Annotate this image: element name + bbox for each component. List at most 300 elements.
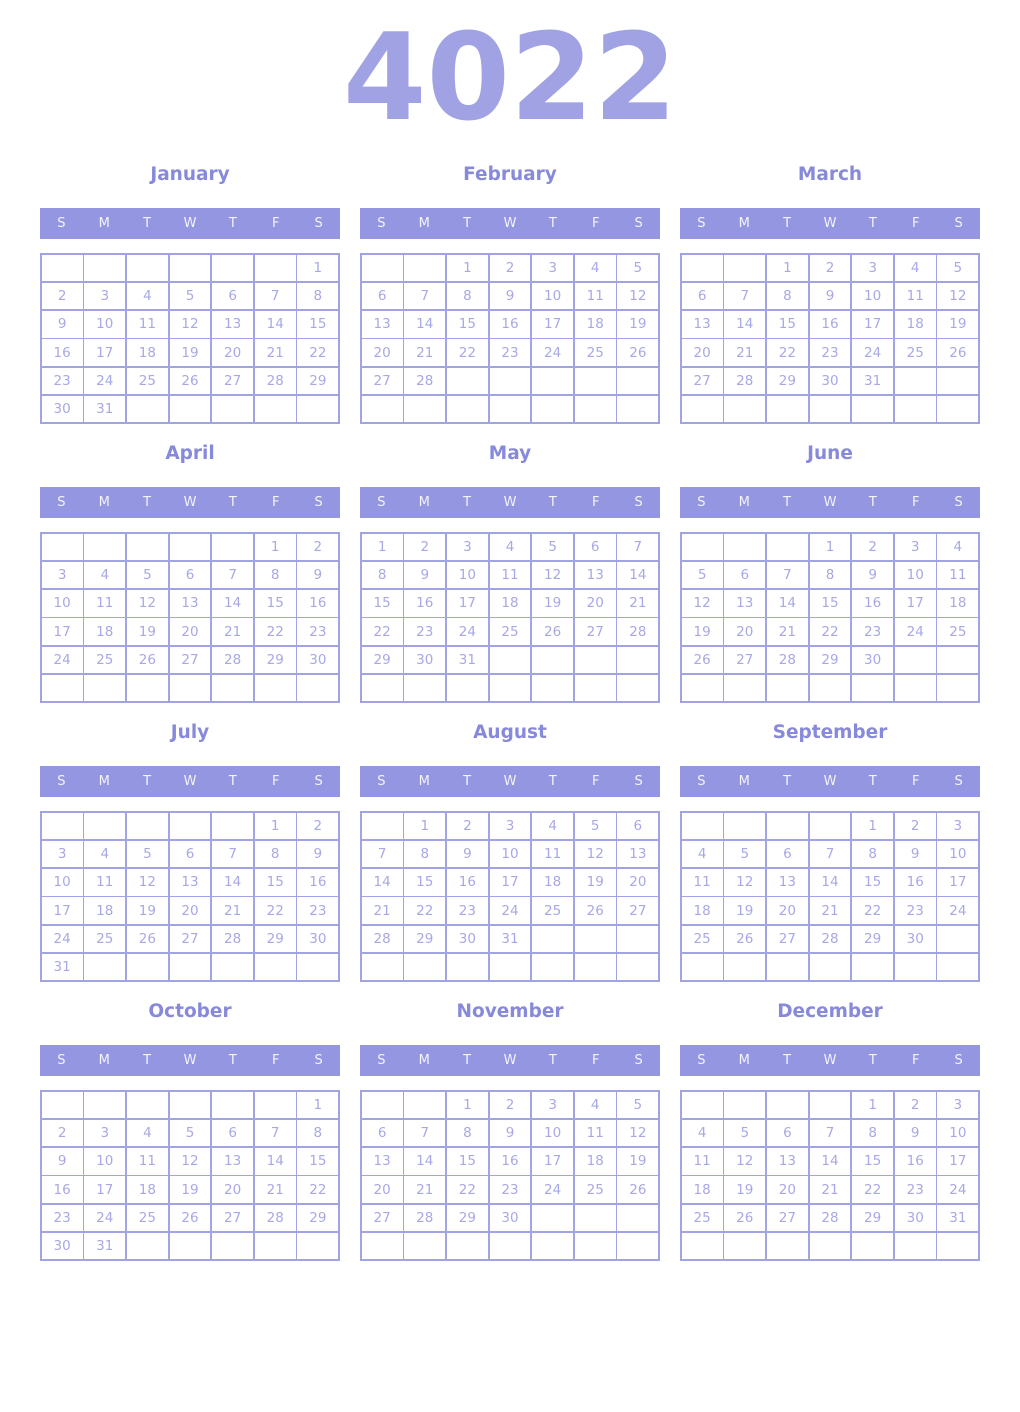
day-cell: 27 — [362, 368, 403, 395]
day-cell: 4 — [937, 534, 978, 561]
day-cell-empty — [724, 675, 765, 702]
weekday-label: W — [823, 1053, 837, 1068]
day-cell: 6 — [724, 562, 765, 589]
day-cell: 25 — [490, 618, 531, 645]
day-cell-empty — [575, 1205, 616, 1232]
day-cell-empty — [767, 396, 808, 423]
day-cell-empty — [84, 954, 125, 981]
day-cell: 2 — [895, 1092, 936, 1119]
weekday-label: S — [314, 495, 323, 510]
day-cell: 9 — [810, 283, 851, 310]
day-cell: 21 — [617, 590, 658, 617]
day-cell: 23 — [490, 1176, 531, 1203]
day-cell-empty — [810, 396, 851, 423]
day-cell: 6 — [362, 283, 403, 310]
day-cell: 3 — [852, 255, 893, 282]
day-cell: 9 — [895, 841, 936, 868]
day-cell: 7 — [362, 841, 403, 868]
weekday-label: F — [591, 1053, 600, 1068]
day-cell: 17 — [42, 897, 83, 924]
day-cell-empty — [617, 396, 658, 423]
day-cell-empty — [362, 255, 403, 282]
day-cell-empty — [617, 954, 658, 981]
day-cell: 16 — [297, 590, 338, 617]
day-cell: 24 — [490, 897, 531, 924]
day-cell: 2 — [404, 534, 445, 561]
day-cell-empty — [682, 1233, 723, 1260]
day-cell: 27 — [170, 926, 211, 953]
day-cell: 20 — [575, 590, 616, 617]
day-cell: 8 — [852, 841, 893, 868]
day-cell-empty — [404, 675, 445, 702]
day-cell: 29 — [404, 926, 445, 953]
day-cell: 3 — [532, 1092, 573, 1119]
day-cell-empty — [84, 1092, 125, 1119]
day-cell: 25 — [84, 926, 125, 953]
day-cell: 11 — [127, 1148, 168, 1175]
month-title: July — [170, 722, 210, 743]
day-cell: 1 — [852, 813, 893, 840]
day-cell: 27 — [362, 1205, 403, 1232]
day-cell-empty — [682, 954, 723, 981]
weekday-label: M — [418, 216, 430, 231]
month-title: September — [772, 722, 888, 743]
day-cell: 30 — [42, 396, 83, 423]
day-cell: 24 — [84, 1205, 125, 1232]
day-cell-empty — [767, 1233, 808, 1260]
day-cell-empty — [767, 534, 808, 561]
weekday-header — [360, 1045, 660, 1076]
day-cell: 1 — [447, 255, 488, 282]
weekday-label: T — [548, 216, 557, 231]
day-cell: 16 — [490, 1148, 531, 1175]
weekday-label: T — [868, 1053, 877, 1068]
day-cell: 2 — [297, 534, 338, 561]
day-cell: 18 — [575, 1148, 616, 1175]
day-cell: 5 — [127, 562, 168, 589]
day-cell: 14 — [404, 1148, 445, 1175]
day-cell: 11 — [682, 1148, 723, 1175]
day-cell-empty — [767, 675, 808, 702]
weekday-header — [40, 1045, 340, 1076]
day-cell: 14 — [724, 311, 765, 338]
day-cell: 30 — [895, 926, 936, 953]
day-cell: 14 — [617, 562, 658, 589]
month-title: March — [797, 164, 863, 185]
weekday-label: S — [377, 1053, 386, 1068]
month-title: April — [165, 443, 215, 464]
day-cell: 19 — [532, 590, 573, 617]
day-cell-empty — [170, 255, 211, 282]
weekday-label: F — [591, 495, 600, 510]
day-cell-empty — [575, 368, 616, 395]
day-cell: 12 — [575, 841, 616, 868]
day-cell-empty — [297, 954, 338, 981]
day-cell: 26 — [170, 1205, 211, 1232]
day-cell: 1 — [297, 255, 338, 282]
day-cell: 20 — [170, 897, 211, 924]
weekday-label: M — [738, 1053, 750, 1068]
day-cell: 16 — [297, 869, 338, 896]
day-cell: 28 — [617, 618, 658, 645]
month-card — [40, 164, 340, 424]
month-title: June — [807, 443, 853, 464]
day-cell: 18 — [532, 869, 573, 896]
day-cell: 11 — [575, 283, 616, 310]
month-card — [360, 722, 660, 982]
day-cell: 21 — [362, 897, 403, 924]
day-cell-empty — [532, 1233, 573, 1260]
day-cell: 19 — [617, 311, 658, 338]
day-cell: 1 — [852, 1092, 893, 1119]
day-cell-empty — [447, 368, 488, 395]
day-cell: 20 — [362, 1176, 403, 1203]
weekday-label: F — [271, 1053, 280, 1068]
weekday-label: S — [954, 1053, 963, 1068]
day-cell: 21 — [767, 618, 808, 645]
day-cell: 21 — [255, 1176, 296, 1203]
day-cell: 20 — [682, 339, 723, 366]
day-cell: 30 — [810, 368, 851, 395]
day-cell: 15 — [255, 869, 296, 896]
weekday-label: W — [503, 774, 517, 789]
day-cell-empty — [724, 534, 765, 561]
day-cell: 30 — [447, 926, 488, 953]
day-cell: 4 — [895, 255, 936, 282]
day-cell-empty — [937, 396, 978, 423]
day-cell-empty — [575, 926, 616, 953]
day-cell-empty — [937, 647, 978, 674]
weekday-label: T — [783, 1053, 792, 1068]
day-cell: 13 — [212, 311, 253, 338]
weekday-label: T — [463, 1053, 472, 1068]
day-cell: 30 — [490, 1205, 531, 1232]
day-cell: 22 — [404, 897, 445, 924]
weekday-header — [360, 208, 660, 239]
weekday-label: W — [823, 495, 837, 510]
day-cell: 2 — [42, 283, 83, 310]
day-cell-empty — [724, 954, 765, 981]
day-cell: 15 — [447, 311, 488, 338]
day-cell: 10 — [895, 562, 936, 589]
day-cell: 6 — [212, 1120, 253, 1147]
day-cell: 18 — [127, 1176, 168, 1203]
month-grid — [360, 811, 660, 982]
day-cell: 29 — [297, 1205, 338, 1232]
day-cell: 24 — [895, 618, 936, 645]
day-cell: 7 — [212, 562, 253, 589]
day-cell: 28 — [404, 1205, 445, 1232]
day-cell: 12 — [532, 562, 573, 589]
day-cell-empty — [404, 1233, 445, 1260]
day-cell: 4 — [490, 534, 531, 561]
day-cell: 17 — [852, 311, 893, 338]
weekday-label: T — [228, 774, 237, 789]
weekday-label: S — [314, 216, 323, 231]
day-cell: 27 — [170, 647, 211, 674]
weekday-label: W — [503, 216, 517, 231]
month-grid — [360, 253, 660, 424]
day-cell: 3 — [42, 562, 83, 589]
weekday-label: F — [591, 774, 600, 789]
day-cell-empty — [724, 813, 765, 840]
day-cell: 16 — [42, 1176, 83, 1203]
day-cell: 25 — [127, 368, 168, 395]
day-cell-empty — [682, 534, 723, 561]
day-cell: 19 — [724, 897, 765, 924]
day-cell: 15 — [404, 869, 445, 896]
day-cell-empty — [895, 647, 936, 674]
day-cell: 20 — [617, 869, 658, 896]
day-cell: 9 — [490, 1120, 531, 1147]
day-cell: 14 — [767, 590, 808, 617]
weekday-header — [40, 487, 340, 518]
day-cell: 17 — [490, 869, 531, 896]
day-cell-empty — [852, 396, 893, 423]
day-cell: 14 — [404, 311, 445, 338]
day-cell: 28 — [404, 368, 445, 395]
weekday-label: T — [143, 216, 152, 231]
day-cell-empty — [532, 368, 573, 395]
day-cell-empty — [617, 1205, 658, 1232]
weekday-label: T — [463, 216, 472, 231]
day-cell: 17 — [84, 1176, 125, 1203]
day-cell: 15 — [297, 1148, 338, 1175]
day-cell: 15 — [255, 590, 296, 617]
day-cell: 21 — [212, 618, 253, 645]
day-cell: 5 — [575, 813, 616, 840]
weekday-label: M — [98, 495, 110, 510]
day-cell-empty — [575, 647, 616, 674]
day-cell-empty — [212, 396, 253, 423]
day-cell: 12 — [724, 1148, 765, 1175]
weekday-label: T — [868, 774, 877, 789]
month-title: February — [463, 164, 557, 185]
day-cell-empty — [84, 255, 125, 282]
month-card — [680, 1001, 980, 1261]
day-cell: 13 — [682, 311, 723, 338]
weekday-label: S — [634, 495, 643, 510]
day-cell: 12 — [170, 1148, 211, 1175]
day-cell: 26 — [170, 368, 211, 395]
day-cell: 22 — [362, 618, 403, 645]
day-cell: 7 — [404, 1120, 445, 1147]
day-cell: 5 — [127, 841, 168, 868]
day-cell-empty — [682, 1092, 723, 1119]
day-cell: 2 — [810, 255, 851, 282]
day-cell: 18 — [937, 590, 978, 617]
day-cell: 17 — [532, 1148, 573, 1175]
day-cell: 27 — [724, 647, 765, 674]
day-cell: 3 — [532, 255, 573, 282]
day-cell: 9 — [297, 562, 338, 589]
weekday-label: S — [697, 1053, 706, 1068]
day-cell: 25 — [532, 897, 573, 924]
day-cell: 24 — [852, 339, 893, 366]
day-cell-empty — [212, 813, 253, 840]
weekday-label: M — [738, 774, 750, 789]
weekday-header — [680, 208, 980, 239]
day-cell-empty — [937, 368, 978, 395]
weekday-header — [680, 1045, 980, 1076]
day-cell-empty — [490, 1233, 531, 1260]
day-cell: 23 — [490, 339, 531, 366]
day-cell-empty — [617, 675, 658, 702]
day-cell: 5 — [724, 1120, 765, 1147]
month-grid — [360, 532, 660, 703]
day-cell: 9 — [490, 283, 531, 310]
day-cell: 11 — [532, 841, 573, 868]
day-cell-empty — [127, 534, 168, 561]
day-cell: 22 — [447, 339, 488, 366]
day-cell: 23 — [895, 897, 936, 924]
day-cell: 7 — [255, 283, 296, 310]
day-cell-empty — [170, 954, 211, 981]
day-cell: 4 — [575, 255, 616, 282]
day-cell: 13 — [362, 1148, 403, 1175]
day-cell-empty — [404, 954, 445, 981]
day-cell: 2 — [490, 255, 531, 282]
weekday-label: T — [463, 774, 472, 789]
day-cell: 29 — [255, 926, 296, 953]
month-grid — [40, 1090, 340, 1261]
day-cell-empty — [212, 1092, 253, 1119]
day-cell-empty — [127, 1092, 168, 1119]
weekday-label: F — [911, 216, 920, 231]
month-card — [360, 1001, 660, 1261]
day-cell: 25 — [682, 1205, 723, 1232]
day-cell-empty — [212, 255, 253, 282]
day-cell: 3 — [447, 534, 488, 561]
day-cell-empty — [617, 368, 658, 395]
day-cell-empty — [490, 954, 531, 981]
month-card — [40, 722, 340, 982]
day-cell: 6 — [617, 813, 658, 840]
weekday-label: T — [868, 216, 877, 231]
day-cell: 22 — [255, 618, 296, 645]
day-cell-empty — [810, 1233, 851, 1260]
day-cell: 22 — [852, 1176, 893, 1203]
day-cell-empty — [170, 1092, 211, 1119]
day-cell: 14 — [362, 869, 403, 896]
day-cell: 22 — [852, 897, 893, 924]
day-cell: 10 — [490, 841, 531, 868]
day-cell-empty — [490, 396, 531, 423]
day-cell-empty — [42, 255, 83, 282]
day-cell: 4 — [127, 283, 168, 310]
weekday-header — [40, 208, 340, 239]
day-cell-empty — [532, 1205, 573, 1232]
day-cell: 8 — [810, 562, 851, 589]
day-cell: 17 — [447, 590, 488, 617]
day-cell: 22 — [255, 897, 296, 924]
month-card — [360, 164, 660, 424]
day-cell: 16 — [895, 869, 936, 896]
day-cell-empty — [490, 647, 531, 674]
weekday-label: T — [143, 774, 152, 789]
day-cell: 23 — [447, 897, 488, 924]
day-cell: 1 — [362, 534, 403, 561]
month-grid — [360, 1090, 660, 1261]
day-cell-empty — [767, 1092, 808, 1119]
day-cell-empty — [767, 954, 808, 981]
day-cell: 19 — [127, 618, 168, 645]
day-cell: 5 — [724, 841, 765, 868]
day-cell: 21 — [404, 339, 445, 366]
day-cell-empty — [404, 396, 445, 423]
day-cell: 28 — [362, 926, 403, 953]
day-cell-empty — [617, 926, 658, 953]
day-cell: 24 — [84, 368, 125, 395]
day-cell: 17 — [532, 311, 573, 338]
day-cell: 27 — [575, 618, 616, 645]
day-cell: 20 — [170, 618, 211, 645]
day-cell: 24 — [937, 1176, 978, 1203]
day-cell-empty — [682, 255, 723, 282]
day-cell-empty — [532, 396, 573, 423]
day-cell: 3 — [490, 813, 531, 840]
day-cell-empty — [42, 813, 83, 840]
day-cell: 26 — [617, 1176, 658, 1203]
day-cell: 29 — [810, 647, 851, 674]
day-cell-empty — [937, 1233, 978, 1260]
day-cell: 16 — [404, 590, 445, 617]
day-cell: 3 — [84, 1120, 125, 1147]
day-cell: 29 — [852, 926, 893, 953]
weekday-label: T — [228, 216, 237, 231]
day-cell: 16 — [852, 590, 893, 617]
day-cell: 10 — [937, 1120, 978, 1147]
day-cell: 22 — [297, 1176, 338, 1203]
day-cell-empty — [447, 1233, 488, 1260]
day-cell-empty — [490, 675, 531, 702]
day-cell-empty — [532, 954, 573, 981]
day-cell-empty — [852, 1233, 893, 1260]
day-cell: 28 — [255, 368, 296, 395]
day-cell: 11 — [127, 311, 168, 338]
weekday-label: S — [634, 216, 643, 231]
day-cell: 19 — [127, 897, 168, 924]
day-cell-empty — [255, 396, 296, 423]
weekday-label: W — [183, 216, 197, 231]
day-cell: 24 — [532, 1176, 573, 1203]
day-cell-empty — [682, 396, 723, 423]
day-cell: 5 — [532, 534, 573, 561]
day-cell: 21 — [404, 1176, 445, 1203]
day-cell: 18 — [84, 618, 125, 645]
day-cell: 9 — [297, 841, 338, 868]
day-cell-empty — [297, 675, 338, 702]
day-cell: 13 — [170, 590, 211, 617]
day-cell: 23 — [895, 1176, 936, 1203]
month-card — [680, 164, 980, 424]
day-cell: 1 — [255, 534, 296, 561]
day-cell: 27 — [767, 926, 808, 953]
day-cell: 20 — [212, 339, 253, 366]
month-title: January — [150, 164, 230, 185]
weekday-label: W — [183, 495, 197, 510]
day-cell: 31 — [447, 647, 488, 674]
day-cell: 18 — [84, 897, 125, 924]
day-cell: 28 — [810, 926, 851, 953]
day-cell-empty — [362, 1233, 403, 1260]
day-cell: 4 — [127, 1120, 168, 1147]
day-cell: 8 — [852, 1120, 893, 1147]
month-grid — [680, 253, 980, 424]
day-cell: 7 — [810, 1120, 851, 1147]
day-cell: 16 — [42, 339, 83, 366]
day-cell: 10 — [84, 311, 125, 338]
